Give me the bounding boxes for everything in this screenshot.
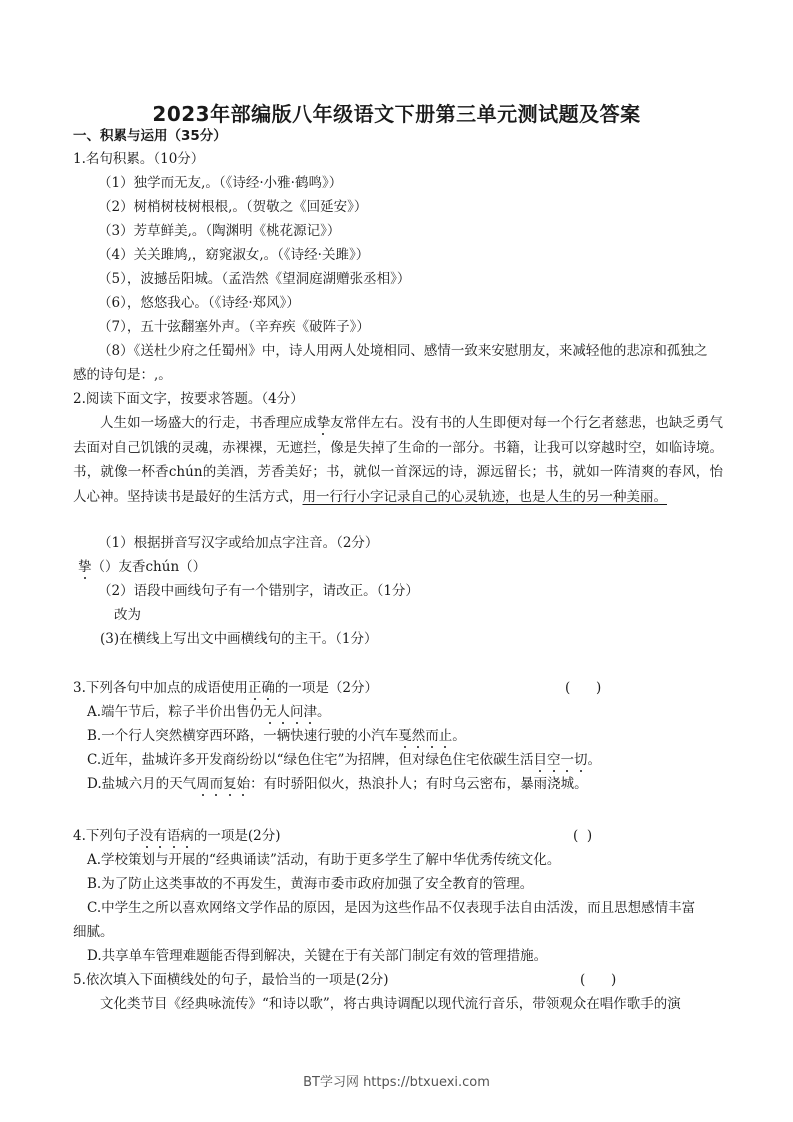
dotted-char: 目	[533, 752, 547, 768]
question-1-item-8-line-1: （8）《送杜少府之任蜀州》中，诗人用两人处境相同、感情一致来安慰朋友，来减轻他的悲凉和孤独之	[98, 343, 708, 359]
question-5-passage-line-1: 文化类节目《经典咏流传》“和诗以歌”，将古典诗调配以现代流行音乐，带领观众在唱作歌手的演	[100, 996, 681, 1012]
question-4-stem	[73, 827, 281, 845]
passage-underlined-sentence: 用一行行小字记录自己的心灵轨迹，也是人生的另一种美丽。	[302, 488, 667, 505]
question-1-item-4: （4）关关雎鸠,，窈窕淑女,。（《诗经·关雎》）	[98, 247, 370, 263]
question-1-item-7: （7），五十弦翻塞外声。（辛弃疾《破阵子》）	[98, 319, 370, 335]
dotted-char: 切	[573, 752, 588, 768]
stem-text: 3.下列各句中加点的成语使用	[73, 680, 248, 696]
question-5-answer-bracket[interactable]: ( )	[580, 972, 617, 988]
dotted-char: 而	[209, 776, 224, 792]
question-3-answer-bracket[interactable]: ( )	[565, 680, 602, 696]
question-3-option-d	[87, 775, 588, 793]
dotted-char: 津	[303, 704, 318, 720]
option-text-end: 。	[452, 728, 466, 744]
dotted-char: 止	[438, 728, 453, 744]
option-text: A.端午节后，粽子半价出售仍	[87, 704, 264, 720]
option-text: D.盐城六月的天气	[87, 776, 197, 792]
dotted-char: 问	[290, 704, 304, 720]
answer-dotted-char: 挚	[78, 559, 92, 575]
question-4-option-c: C.中学生之所以喜欢网络文学作品的原因，是因为这些作品不仅表现手法自由活泼，而且思想感情丰富	[87, 900, 696, 916]
stem-text-end: 的一项是(2分)	[193, 828, 281, 844]
dotted-char: 而	[425, 728, 439, 744]
option-text-end: 。	[587, 752, 601, 768]
dotted-char: 戛	[398, 728, 412, 744]
question-4-option-b: B.为了防止这类事故的不再发生，黄海市委市政府加强了安全教育的管理。	[87, 876, 534, 892]
question-1-item-6: （6），悠悠我心。（《诗经·郑风》）	[98, 295, 300, 311]
stem-text: 4.下列句子	[73, 828, 140, 844]
passage-text-middle: 友常伴左右。没有书的人生即便对每一个行乞者慈悲，也缺乏勇气去面对自己饥饿的灵魂，赤裸裸，无遮拦，像是失掉了生命的一部分。书籍，让我可以穿越时空，如临诗境。书，就像一杯香chún的美酒，芳香美好；书，就似一首深远的诗，源远留长；书，就如一阵清爽的春风，怡人心神。坚持读书是最好的生活方式，	[73, 415, 724, 505]
dotted-char: 人	[276, 704, 291, 720]
question-2-sub-3: (3)在横线上写出文中画横线句的主干。（1分）	[100, 631, 378, 647]
dotted-char: 正	[247, 680, 262, 696]
dotted-idiom	[533, 752, 587, 768]
option-text: C.近年，盐城许多开发商纷纷以“绿色住宅”为招牌，但对绿色住宅依碳生活	[87, 752, 534, 768]
question-1-item-8-line-2: 感的诗句是：,。	[73, 367, 172, 383]
question-2-sub-1: （1）根据拼音写汉字或给加点字注音。（2分）	[98, 535, 379, 551]
dotted-char: 复	[223, 776, 237, 792]
option-text: B.一个行人突然横穿西环路，一辆快速行驶的小汽车	[87, 728, 399, 744]
question-4-option-d: D.共享单车管理难题能否得到解决，关键在于有关部门制定有效的管理措施。	[87, 948, 548, 964]
question-1-item-1: （1）独学而无友,。（《诗经·小雅·鹤鸣》）	[98, 175, 343, 191]
answer-blanks: （）友香chún（）	[91, 559, 207, 575]
dotted-char: 无	[263, 704, 277, 720]
dotted-char: 始	[236, 776, 251, 792]
dotted-text	[248, 680, 275, 696]
dotted-char: 有	[153, 828, 167, 844]
question-3-option-c	[87, 751, 601, 769]
question-2-sub-1-answer	[78, 558, 206, 576]
site-watermark: BT学习网 https://btxuexi.com	[303, 1075, 490, 1090]
dotted-char: 一	[560, 752, 574, 768]
dotted-char: 空	[546, 752, 561, 768]
dotted-char: 确	[261, 680, 275, 696]
dotted-char: 周	[196, 776, 210, 792]
question-2-sub-2: （2）语段中画线句子有一个错别字，请改正。（1分）	[98, 583, 419, 599]
question-1-stem: 1.名句积累。（10分）	[73, 151, 205, 167]
dotted-char: 然	[411, 728, 426, 744]
question-5-stem: 5.依次填入下面横线处的句子，最恰当的一项是(2分)	[73, 972, 389, 988]
dotted-char: 没	[139, 828, 154, 844]
question-3-option-a	[87, 703, 331, 721]
dotted-idiom	[263, 704, 317, 720]
question-4-option-c-continued: 细腻。	[73, 924, 114, 940]
document-title: 2023年部编版八年级语文下册第三单元测试题及答案	[152, 102, 641, 126]
question-4-answer-bracket[interactable]: ( )	[573, 828, 593, 844]
question-1-item-2: （2）树梢树枝树根根,。（贺敬之《回延安》）	[98, 199, 368, 215]
dotted-char: 语	[166, 828, 181, 844]
option-text-end: 。	[317, 704, 331, 720]
question-1-item-5: （5），波撼岳阳城。（孟浩然《望洞庭湖赠张丞相》）	[98, 271, 411, 287]
dotted-idiom	[398, 728, 452, 744]
section-heading: 一、积累与运用（35分）	[73, 128, 227, 144]
passage-text-start: 人生如一场盛大的行走，书香理应成	[100, 415, 317, 431]
stem-dotted-word	[140, 828, 194, 844]
dotted-idiom	[196, 776, 250, 792]
question-1-item-3: （3）芳草鲜美,。（陶渊明《桃花源记》）	[98, 223, 341, 239]
stem-dotted-word	[248, 680, 275, 696]
question-2-passage	[73, 411, 723, 509]
question-3-stem	[73, 679, 378, 697]
question-2-stem: 2.阅读下面文字，按要求答题。（4分）	[73, 391, 304, 407]
stem-text-end: 的一项是（2分）	[274, 680, 378, 696]
question-3-option-b	[87, 727, 466, 745]
dotted-char: 病	[180, 828, 194, 844]
option-text-end: ：有时骄阳似火，热浪扑人；有时乌云密布，暴雨浇城。	[250, 776, 588, 792]
passage-dotted-char: 挚	[316, 415, 331, 431]
question-4-option-a: A.学校策划与开展的“经典诵读”活动，有助于更多学生了解中华优秀传统文化。	[87, 852, 561, 868]
question-2-sub-2-answer: 改为	[114, 607, 141, 623]
